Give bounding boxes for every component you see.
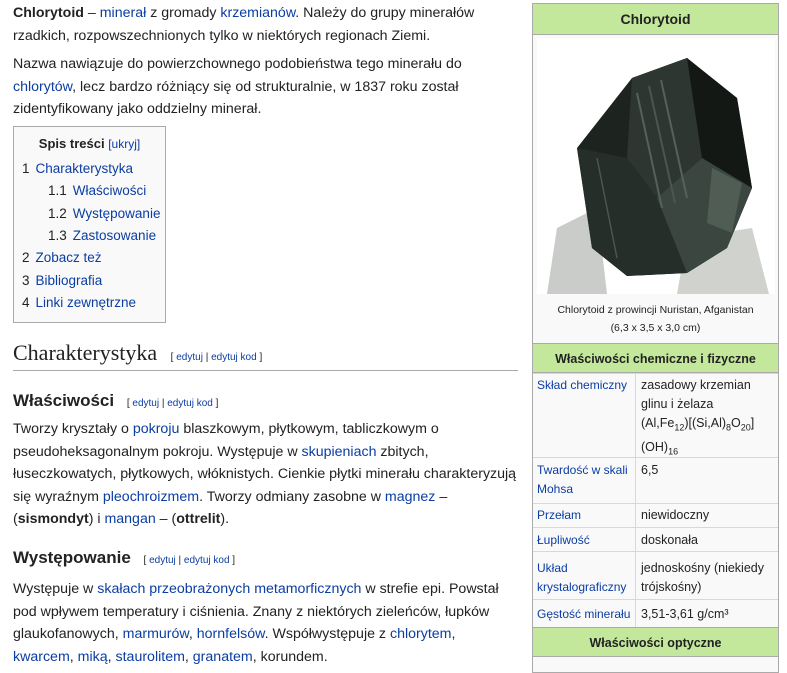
- link-magnez[interactable]: magnez: [384, 488, 436, 505]
- value-crystal-system: jednoskośny (niekiedy trójskośny): [641, 561, 764, 594]
- toc-hide-link[interactable]: [ukryj]: [108, 137, 141, 151]
- link-hornfelsy[interactable]: hornfelsów: [196, 626, 265, 642]
- link-pokroj[interactable]: pokroju: [132, 421, 180, 437]
- toc-item-2[interactable]: 2 Zobacz też: [22, 250, 102, 265]
- toc-item-1-2[interactable]: 1.2 Występowanie: [48, 206, 161, 221]
- link-mika[interactable]: miką: [77, 648, 108, 665]
- link-chloryty[interactable]: chlorytów: [13, 78, 73, 95]
- toc-item-1-1[interactable]: 1.1 Właściwości: [48, 183, 147, 198]
- link-skaly-przeobrazone[interactable]: skałach przeobrażonych: [97, 581, 251, 597]
- mineral-photo[interactable]: [537, 38, 775, 294]
- label-crystal-system[interactable]: Układ krystalograficzny: [537, 561, 627, 594]
- link-metamorficzne[interactable]: metamorficznych: [254, 581, 362, 597]
- link-granat[interactable]: granatem: [192, 648, 253, 665]
- label-fracture[interactable]: Przełam: [537, 508, 582, 522]
- section-optical: Właściwości optyczne: [533, 627, 778, 657]
- infobox: [532, 3, 779, 673]
- value-chemical-composition: zasadowy krzemian glinu i żelaza $(Al,Fe_{12})[(Si,Al)_8O_{20}](OH)_{16}$: [641, 376, 774, 461]
- row-chemical-composition: [533, 373, 778, 457]
- link-staurolit[interactable]: staurolitem: [115, 648, 185, 665]
- intro-paragraph-2: Nazwa nawiązuje do powierzchownego podobieństwa tego minerału do chlorytów, lecz bardzo różniący się od strukturalnie, w 1837 roku został zidentyfikowany jako oddzielny minerał.: [13, 56, 462, 117]
- infobox-title: Chlorytoid: [533, 4, 778, 35]
- subheading-wystepowanie: Występowanie [ edytuj | edytuj kod ]: [13, 548, 236, 567]
- edit-link[interactable]: edytuj: [132, 398, 160, 409]
- row-crystal-system: [533, 551, 778, 599]
- row-density: [533, 599, 778, 627]
- intro-paragraph-1: Chlorytoid – minerał z gromady krzemianów. Należy do grupy minerałów rzadkich, rozpowszechnionych tylko w niektórych regionach Ziemi.: [13, 5, 475, 44]
- link-chloryt[interactable]: chlorytem: [389, 626, 452, 642]
- label-hardness[interactable]: Twardość w skali Mohsa: [537, 463, 628, 496]
- edit-link[interactable]: edytuj: [149, 555, 176, 566]
- chemical-formula: $(Al,Fe_{12})[(Si,Al)_8O_{20}](OH)_{16}$: [641, 416, 755, 456]
- section-heading-charakterystyka: Charakterystyka [ edytuj | edytuj kod ]: [13, 340, 518, 371]
- row-hardness: [533, 457, 778, 503]
- value-hardness: 6,5: [641, 463, 659, 477]
- table-of-contents: [13, 126, 166, 323]
- properties-paragraph: Tworzy kryształy o pokroju blaszkowym, płytkowym, tabliczkowym o pseudoheksagonalnym pokroju. Występuje w skupieniach zbitych, łuseczkowatych, płytkowych, włóknistych. Cienkie płytki minerału charakteryzują się wyraźnym pleochroizmem. Tworzy odmiany zasobne w magnez – (sismondyt) i mangan – (ottrelit).: [13, 421, 517, 527]
- label-density[interactable]: Gęstość minerału: [537, 607, 631, 621]
- toc-item-1-3[interactable]: 1.3 Zastosowanie: [48, 228, 157, 243]
- value-fracture: niewidoczny: [641, 508, 710, 522]
- toc-item-4[interactable]: 4 Linki zewnętrzne: [22, 295, 137, 310]
- row-fracture: [533, 503, 778, 527]
- subheading-wlasciwosci: Właściwości [ edytuj | edytuj kod ]: [13, 391, 219, 410]
- occurrence-paragraph: Występuje w skałach przeobrażonych metamorficznych w strefie epi. Powstał pod wpływem temperatury i ciśnienia. Znany z niektórych zieleńców, łupków glaukofanowych, marmurów, hornfelsów. Współwystępuje z chlorytem, kwarcem, miką, staurolitem, granatem, korundem.: [13, 581, 499, 665]
- edit-code-link[interactable]: edytuj kod: [167, 398, 213, 409]
- edit-code-link[interactable]: edytuj kod: [211, 352, 257, 363]
- edit-section-links: [ edytuj | edytuj kod ]: [126, 398, 219, 409]
- label-cleavage[interactable]: Łupliwość: [537, 533, 590, 547]
- edit-code-link[interactable]: edytuj kod: [183, 555, 230, 566]
- link-pleochroizm[interactable]: pleochroizmem: [102, 488, 200, 505]
- image-caption: Chlorytoid z prowincji Nuristan, Afganistan (6,3 x 3,5 x 3,0 cm): [557, 304, 754, 334]
- link-krzemiany[interactable]: krzemianów: [220, 5, 296, 21]
- link-mangan[interactable]: mangan: [104, 511, 156, 527]
- link-mineral[interactable]: minerał: [99, 5, 147, 21]
- value-cleavage: doskonała: [641, 533, 698, 547]
- link-skupienia[interactable]: skupieniach: [301, 443, 377, 460]
- section-chemical-physical: Właściwości chemiczne i fizyczne: [533, 343, 778, 373]
- edit-section-links: [ edytuj | edytuj kod ]: [143, 555, 236, 566]
- edit-section-links: [ edytuj | edytuj kod ]: [170, 352, 263, 363]
- toc-item-3[interactable]: 3 Bibliografia: [22, 273, 103, 288]
- toc-title: Spis treści: [38, 136, 105, 151]
- edit-link[interactable]: edytuj: [176, 352, 203, 363]
- row-cleavage: [533, 527, 778, 551]
- article-title-bold: Chlorytoid: [13, 5, 84, 21]
- value-density: 3,51-3,61 g/cm³: [641, 607, 729, 621]
- label-chemical-composition[interactable]: Skład chemiczny: [537, 378, 628, 392]
- toc-item-1[interactable]: 1 Charakterystyka: [22, 161, 134, 176]
- link-marmury[interactable]: marmurów: [122, 626, 189, 642]
- link-kwarc[interactable]: kwarcem: [13, 648, 70, 665]
